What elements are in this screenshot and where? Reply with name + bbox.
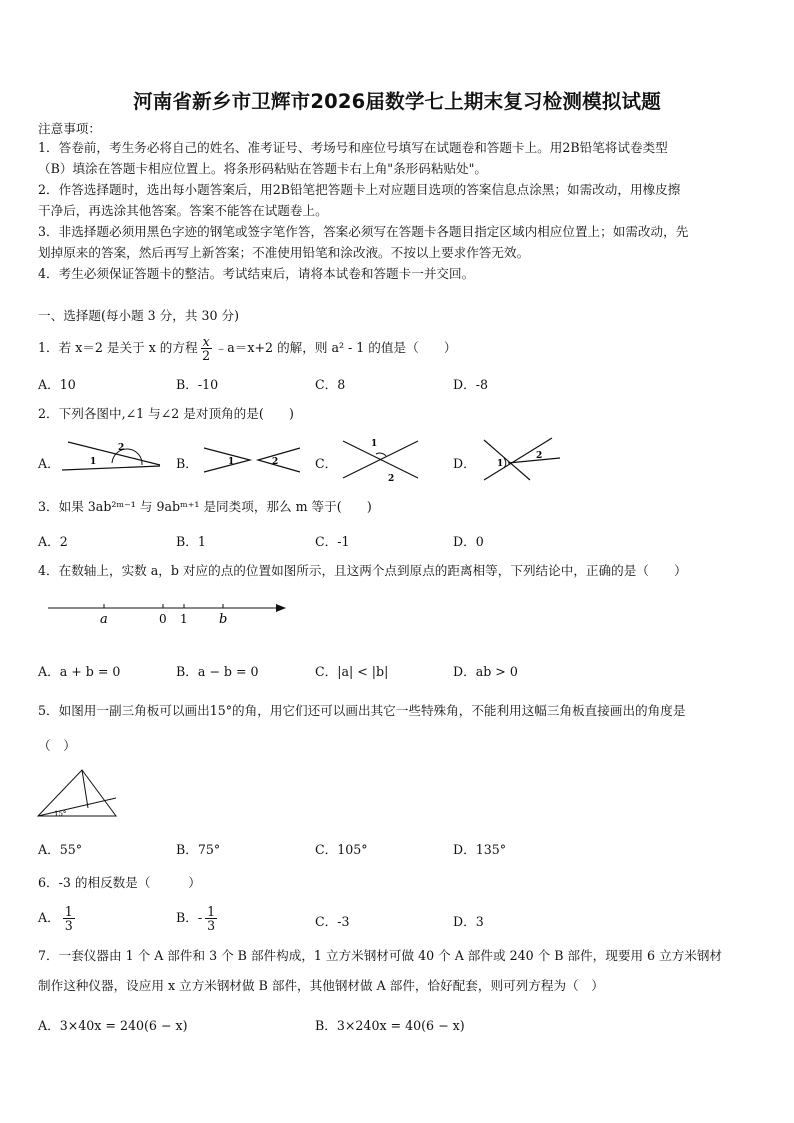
q1-option-c: C．8 [315,377,346,392]
notice-heading: 注意事项： [38,121,101,136]
q2a-label-2: 2 [118,443,125,453]
question-4: 4．在数轴上，实数 a，b 对应的点的位置如图所示，且这两个点到原点的距离相等，下列结论中，正确的是（ ） [38,563,687,578]
q3-option-d: D．0 [453,534,484,549]
q6-option-c: C．-3 [315,914,350,929]
notice-line: （B）填涂在答题卡相应位置上。将条形码粘贴在答题卡右上角"条形码粘贴处"。 [38,161,488,176]
question-2: 2．下列各图中,∠1 与∠2 是对顶角的是( ) [38,406,294,421]
q2b-label-2: 2 [272,457,279,467]
q2-option-d: D． [453,456,476,471]
q6a-frac-den: 3 [64,918,73,933]
q7-option-b: B．3×240x = 40(6 − x) [315,1018,465,1033]
q2b-label-1: 1 [228,457,235,467]
q4-number-line [46,598,288,628]
q6-option-b-label: B．- [176,910,203,925]
question-5: 5．如图用一副三角板可以画出15°的角，用它们还可以画出其它一些特殊角，不能利用这幅三角板直接画出的角度是 [38,703,686,718]
q5-option-a: A．55° [38,842,83,857]
q5-option-b: B．75° [176,842,221,857]
question-7-line-2: 制作这种仪器，设应用 x 立方米钢材做 B 部件，其他钢材做 A 部件，恰好配套，则可列方程为（ ） [38,978,604,993]
q7-option-a: A．3×40x = 240(6 − x) [38,1018,188,1033]
q5-figure-label: 15° [54,810,67,818]
q1-fraction [201,335,212,362]
question-1 [38,333,456,363]
q1-text-pre: 1．若 x＝2 是关于 x 的方程 [38,340,198,355]
question-6: 6．-3 的相反数是（ ） [38,875,201,890]
q6b-frac-den: 3 [207,918,216,933]
q4-label-a: a [100,612,108,627]
q3-option-b: B．1 [176,534,206,549]
q4-option-a: A．a + b = 0 [38,664,121,679]
q2a-label-1: 1 [90,457,97,467]
q2d-label-1: 1 [497,459,504,469]
q1-frac-num: x [202,334,210,349]
q6-option-b [176,898,220,938]
q1-option-d: D．-8 [453,377,488,392]
notice-line: 划掉原来的答案，然后再写上新答案；不准使用铅笔和涂改液。不按以上要求作答无效。 [38,245,530,260]
q6b-frac-num: 1 [207,904,216,919]
notice-line: 干净后，再选涂其他答案。答案不能答在试题卷上。 [38,203,328,218]
q4-option-c: C．|a| < |b| [315,664,389,679]
q2-option-c: C． [315,456,338,471]
q2-figure-b [202,446,302,476]
q4-option-b: B．a − b = 0 [176,664,259,679]
q2-option-a: A． [38,456,60,471]
section-heading: 一、选择题(每小题 3 分，共 30 分) [38,308,240,323]
q2-figure-a [60,438,165,474]
q2c-label-2: 2 [388,474,395,484]
notice-line: 3．非选择题必须用黑色字迹的钢笔或签字笔作答，答案必须写在答题卡各题目指定区域内相应位置上；如需改动，先 [38,224,689,239]
notice-line: 2．作答选择题时，选出每小题答案后，用2B铅笔把答题卡上对应题目选项的答案信息点涂黑；如需改动，用橡皮擦 [38,182,681,197]
q3-option-c: C．-1 [315,534,350,549]
q6-option-a-label: A． [38,910,60,925]
q1-frac-den: 2 [202,348,211,363]
q2-option-b: B． [176,456,198,471]
q5-option-c: C．105° [315,842,368,857]
question-7-line-1: 7．一套仪器由 1 个 A 部件和 3 个 B 部件构成，1 立方米钢材可做 40 个 A 部件或 240 个 B 部件，现要用 6 立方米钢材 [38,948,723,963]
q4-label-b: b [219,612,228,627]
q2-figure-c [338,436,423,484]
page-title: 河南省新乡市卫辉市2026届数学七上期末复习检测模拟试题 [133,90,661,113]
question-5-bracket: （ ） [38,738,76,753]
q1-text-post: ﹣a＝x+2 的解，则 a² - 1 的值是（ ） [214,340,457,355]
q6-option-b-fraction [205,905,217,932]
notice-line: 4．考生必须保证答题卡的整洁。考试结束后，请将本试卷和答题卡一并交回。 [38,266,475,281]
q2d-label-2: 2 [536,451,543,461]
q1-option-b: B．-10 [176,377,219,392]
q3-option-a: A．2 [38,534,68,549]
q6-option-d: D．3 [453,914,484,929]
q4-label-1: 1 [180,612,188,626]
q5-triangle-figure [36,768,120,820]
q2c-label-1: 1 [371,439,378,449]
q4-option-d: D．ab > 0 [453,664,518,679]
q6-option-a [38,898,78,938]
q6a-frac-num: 1 [64,904,73,919]
q6-option-a-fraction [63,905,75,932]
q2-figure-d [480,436,565,482]
q1-option-a: A．10 [38,377,76,392]
question-3: 3．如果 3ab²ᵐ⁻¹ 与 9abᵐ⁺¹ 是同类项，那么 m 等于( ) [38,499,372,514]
q4-label-0: 0 [159,612,167,626]
q5-option-d: D．135° [453,842,507,857]
notice-line: 1．答卷前，考生务必将自己的姓名、准考证号、考场号和座位号填写在试题卷和答题卡上。用2B铅笔将试卷类型 [38,140,668,155]
